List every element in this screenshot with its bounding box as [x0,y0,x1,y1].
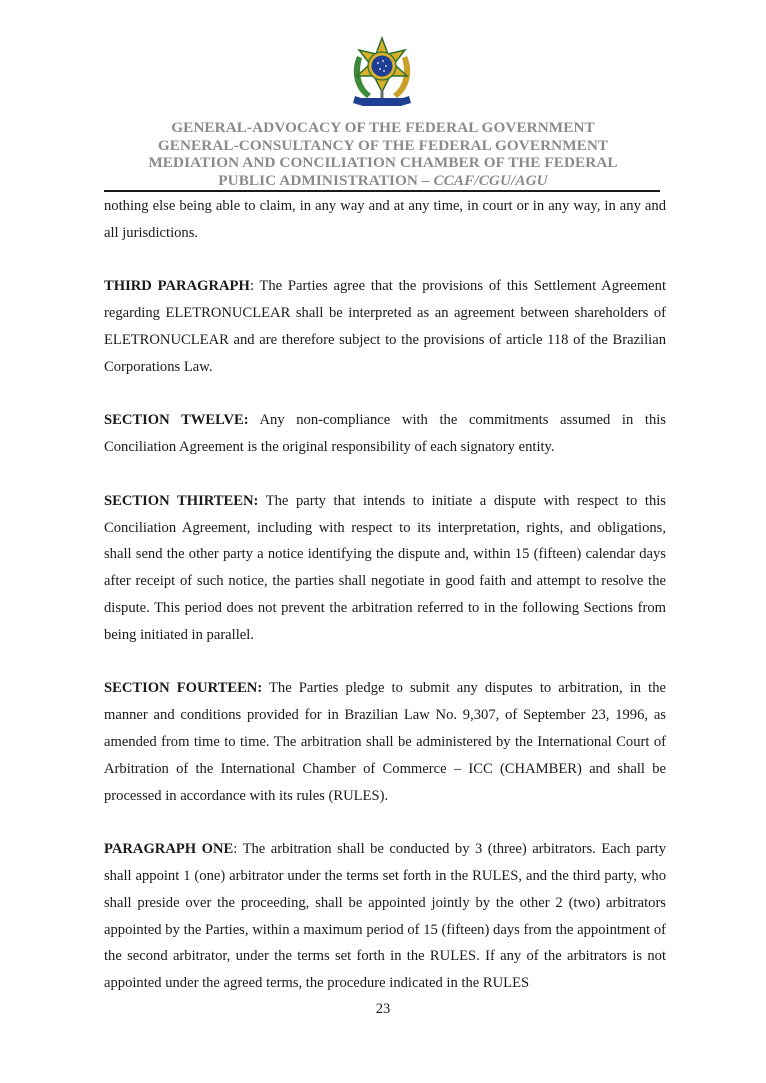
header-line-1: GENERAL-ADVOCACY OF THE FEDERAL GOVERNMENT [171,119,595,136]
header-line-4-prefix: PUBLIC ADMINISTRATION – [218,171,434,189]
paragraph-text: nothing else being able to claim, in any way and at any time, in court or in any way, in any and all jurisdictions. [104,198,666,241]
paragraph-text: The party that intends to initiate a dispute with respect to this Conciliation Agreement, including with respect to its interpretation, rights, and obligations, shall send the other party a notice identifying the dispute and, within 15 (fifteen) calendar days after receipt of such notice, the parties shall negotiate in good faith and attempt to resolve the dispute. This period does not prevent the arbitration referred to in the following Sections from being initiated in parallel. [104,492,666,643]
document-body [104,193,666,997]
paragraph-section-twelve [104,407,666,461]
paragraph-heading: SECTION FOURTEEN: [104,680,263,697]
header-line-3: MEDIATION AND CONCILIATION CHAMBER OF THE FEDERAL [148,154,618,172]
paragraph-heading: PARAGRAPH ONE [104,841,234,858]
paragraph-paragraph-one [104,836,666,997]
brazil-coat-of-arms-icon [347,36,417,110]
header-divider [104,190,660,192]
header-line-4-acronym: CCAF/CGU/AGU [433,171,548,189]
paragraph-continuation [104,193,666,247]
header-line-4 [100,172,666,190]
paragraph-heading: SECTION TWELVE: [104,412,249,429]
paragraph-section-fourteen [104,675,666,809]
paragraph-section-thirteen [104,488,666,649]
paragraph-text: Any non-compliance with the commitments assumed in this Conciliation Agreement is the original responsibility of each signatory entity. [104,412,666,456]
header-line-2: GENERAL-CONSULTANCY OF THE FEDERAL GOVERNMENT [157,136,609,154]
paragraph-text: : The Parties agree that the provisions of this Settlement Agreement regarding ELETRONUCLEAR shall be interpreted as an agreement between shareholders of ELETRONUCLEAR and are therefore subject to the provisions of article 118 of the Brazilian Corporations Law. [104,278,666,375]
paragraph-heading: THIRD PARAGRAPH [104,278,250,295]
paragraph-text: The Parties pledge to submit any disputes to arbitration, in the manner and conditions provided for in Brazilian Law No. 9,307, of September 23, 1996, as amended from time to time. The arbitration shall be administered by the International Court of Arbitration of the International Chamber of Commerce – ICC (CHAMBER) and shall be processed in accordance with its rules (RULES). [104,680,666,804]
paragraph-text: : The arbitration shall be conducted by 3 (three) arbitrators. Each party shall appoint 1 (one) arbitrator under the terms set forth in the RULES, and the third party, who shall preside over the proceeding, shall be appointed jointly by the other 2 (two) arbitrators appointed by the Parties, within a maximum period of 15 (fifteen) days from the appointment of the second arbitrator, under the terms set forth in the RULES. If any of the arbitrators is not appointed under the agreed terms, the procedure indicated in the RULES [104,841,666,992]
paragraph-heading: SECTION THIRTEEN: [104,492,259,509]
paragraph-third-paragraph [104,273,666,380]
document-header [100,119,666,189]
page-number: 23 [375,1001,391,1017]
